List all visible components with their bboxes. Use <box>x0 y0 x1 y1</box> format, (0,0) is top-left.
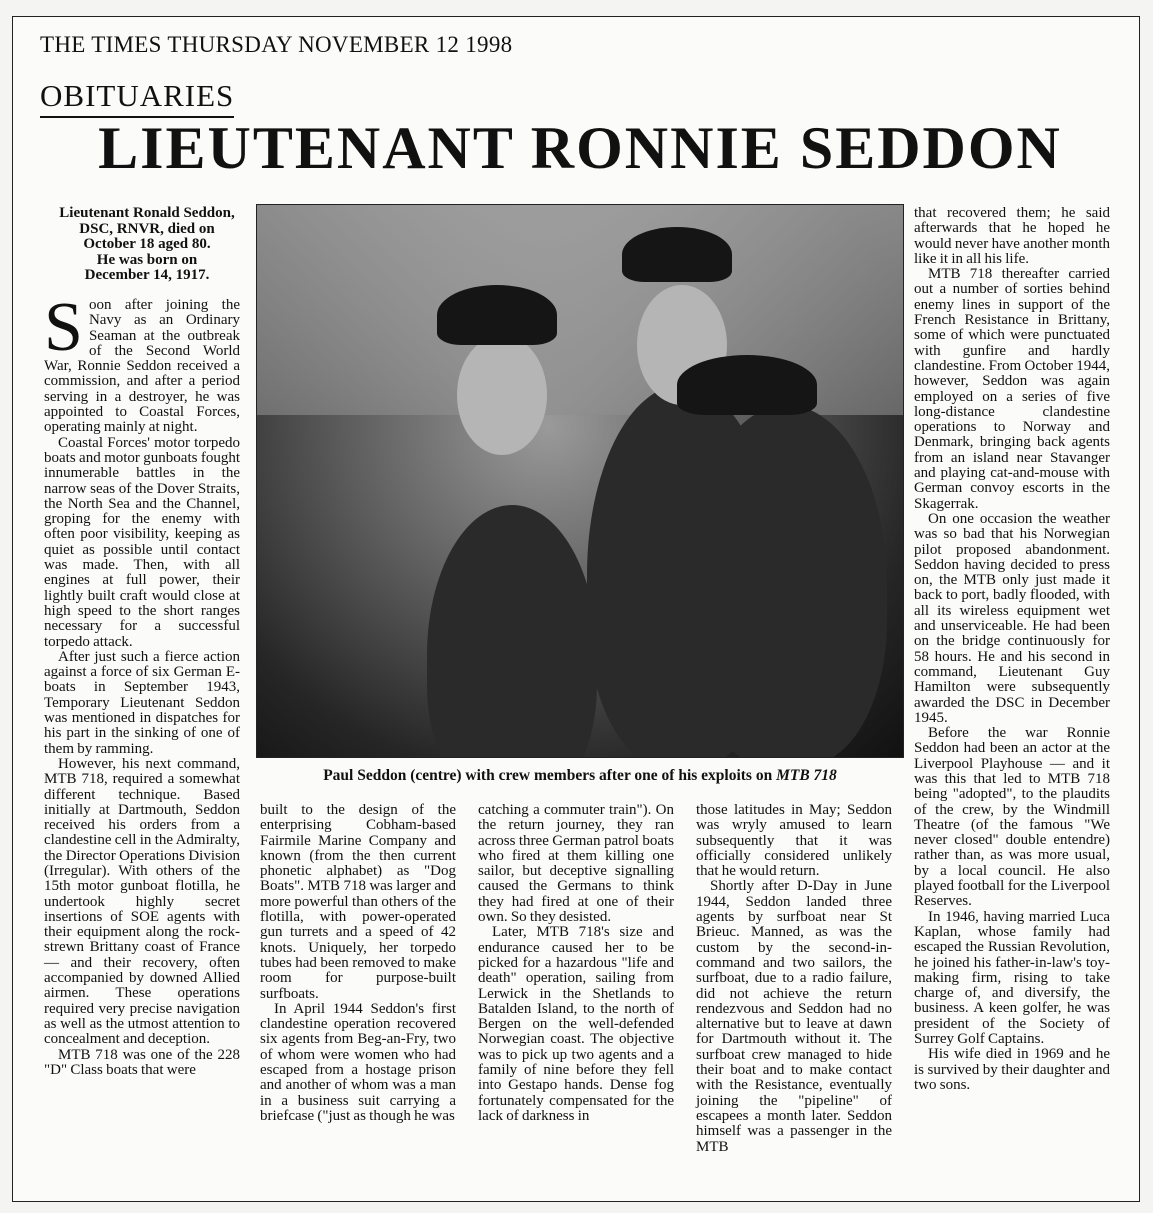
column-5 <box>914 206 1110 1093</box>
photo-cap-right <box>677 355 817 415</box>
paragraph: Coastal Forces' motor torpedo boats and motor gunboats fought innumerable battles in the narrow seas of the Dover Straits, the North Sea and the Channel, groping for the enemy with often poor visibility, keeping as quiet as possible until contact was made. Then, with all engines at full power, their lightly built craft would close at high speed to the short ranges necessary for a successful torpedo attack. <box>44 434 240 650</box>
paragraph: Before the war Ronnie Seddon had been an actor at the Liverpool Playhouse — and it was this that led to MTB 718 being "adopted", to the plaudits of the crew, by the Windmill Theatre (of the famous "We never closed" double entendre) rather than, as was more usual, by a local council. He also played football for the Liverpool Reserves. <box>914 725 1110 910</box>
paragraph: In April 1944 Seddon's first clandestine operation recovered six agents from Beg-an-Fry, two of whom were women who had escaped from a hostage prison and another of whom was a man in a business suit carrying a briefcase ("just as though he was <box>260 1000 456 1124</box>
deck-line: DSC, RNVR, died on <box>79 220 215 237</box>
paragraph: Soon after joining the Navy as an Ordinary Seaman at the outbreak of the Second World War, Ronnie Seddon received a commission, and after a period serving in a destroyer, he was appointed to Coastal Forces, operating mainly at night. <box>44 289 240 436</box>
column-2 <box>260 803 456 1124</box>
paragraph: that recovered them; he said afterwards that he hoped he would never have another month like it in all his life. <box>914 205 1110 267</box>
paragraph: those latitudes in May; Seddon was wryly amused to learn subsequently that it was officially considered unlikely that he would return. <box>696 802 892 880</box>
paragraph: Shortly after D-Day in June 1944, Seddon landed three agents by surfboat near St Brieuc. Manned, as was the custom by the second-in-command and two sailors, the surfboat, due to a radio failure, did not achieve the return rendezvous and Seddon had no alternative but to leave at dawn for Dartmouth without it. The surfboat crew managed to hide their boat and to make contact with the Resistance, eventually joining the "pipeline" of escapees a month later. Seddon himself was a passenger in the MTB <box>696 878 892 1155</box>
photo-cap-centre <box>622 227 732 282</box>
photo-figure-right <box>687 405 887 758</box>
photo-figure-left <box>427 505 597 758</box>
headline: LIEUTENANT RONNIE SEDDON <box>98 115 1062 181</box>
paragraph: built to the design of the enterprising Cobham-based Fairmile Marine Company and known (from the then current phonetic alphabet) as "Dog Boats". MTB 718 was larger and more powerful than others of the flotilla, with power-operated gun turrets and a speed of 42 knots. Uniquely, her torpedo tubes had been removed to make room for purpose-built surfboats. <box>260 802 456 1002</box>
photo-cap-left <box>437 285 557 345</box>
deck-line: December 14, 1917. <box>84 267 210 283</box>
paragraph: In 1946, having married Luca Kaplan, whose family had escaped the Russian Revolution, he joined his father-in-law's toy-making firm, rising to take charge of, and diversify, the business. A keen golfer, he was president of the Society of Surrey Golf Captains. <box>914 908 1110 1048</box>
photo-face-left <box>457 335 547 455</box>
photo-caption: Paul Seddon (centre) with crew members after one of his exploits on MTB 718 <box>323 767 837 784</box>
column-1 <box>44 289 240 1078</box>
dateline: THE TIMES THURSDAY NOVEMBER 12 1998 <box>40 32 513 57</box>
deck-line: October 18 aged 80. <box>83 236 211 252</box>
paragraph: After just such a fierce action against a force of six German E-boats in September 1943, Temporary Lieutenant Seddon was mentioned in dispatches for his part in the sinking of one of them by ramming. <box>44 648 240 757</box>
section-title: OBITUARIES <box>40 78 234 118</box>
paragraph: However, his next command, MTB 718, required a somewhat different technique. Based initially at Dartmouth, Seddon received his orders from a clandestine cell in the Admiralty, the Director Operations Division (Irregular). With others of the 15th motor gunboat flotilla, he undertook highly secret insertions of SOE agents with their equipment along the rock-strewn Brittany coast of France — and their recovery, often accompanied by downed Allied airmen. These operations required very precise navigation as well as the utmost attention to concealment and deception. <box>44 755 240 1048</box>
paragraph: Later, MTB 718's size and endurance caused her to be picked for a hazardous "life and death" operation, sailing from Lerwick in the Shetlands to Batalden Island, to the north of Bergen on the well-defended Norwegian coast. The objective was to pick up two agents and a family of nine before they fell into Gestapo hands. Dense fog fortunately compensated for the lack of darkness in <box>478 924 674 1124</box>
obituary-deck <box>44 206 250 284</box>
paragraph: His wife died in 1969 and he is survived by their daughter and two sons. <box>914 1046 1110 1093</box>
paragraph: MTB 718 thereafter carried out a number of sorties behind enemy lines in support of the French Resistance in Brittany, some of which were punctuated with gunfire and hardly clandestine. From October 1944, however, Seddon was again employed on a series of five long-distance clandestine operations to Norway and Denmark, bringing back agents from an island near Stavanger and playing cat-and-mouse with German convoy escorts in the Skagerrak. <box>914 266 1110 512</box>
paragraph: On one occasion the weather was so bad that his Norwegian pilot proposed abandonment. Seddon having decided to press on, the MTB only just made it back to port, badly flooded, with all its wireless equipment wet and unserviceable. He had been on the bridge continuously for 58 hours. He and his second in command, Lieutenant Guy Hamilton were subsequently awarded the DSC in December 1945. <box>914 510 1110 726</box>
crew-photo <box>256 204 904 758</box>
deck-line: He was born on <box>96 251 198 268</box>
paragraph: catching a commuter train"). On the return journey, they ran across three German patrol boats who fired at them killing one sailor, but deceptive signalling caused the Germans to think they had fired at one of their own. So they desisted. <box>478 802 674 926</box>
column-3 <box>478 803 674 1124</box>
paragraph: MTB 718 was one of the 228 "D" Class boats that were <box>44 1046 240 1078</box>
column-4 <box>696 803 892 1155</box>
drop-cap: S <box>44 289 83 366</box>
deck-line: Lieutenant Ronald Seddon, <box>59 205 235 221</box>
